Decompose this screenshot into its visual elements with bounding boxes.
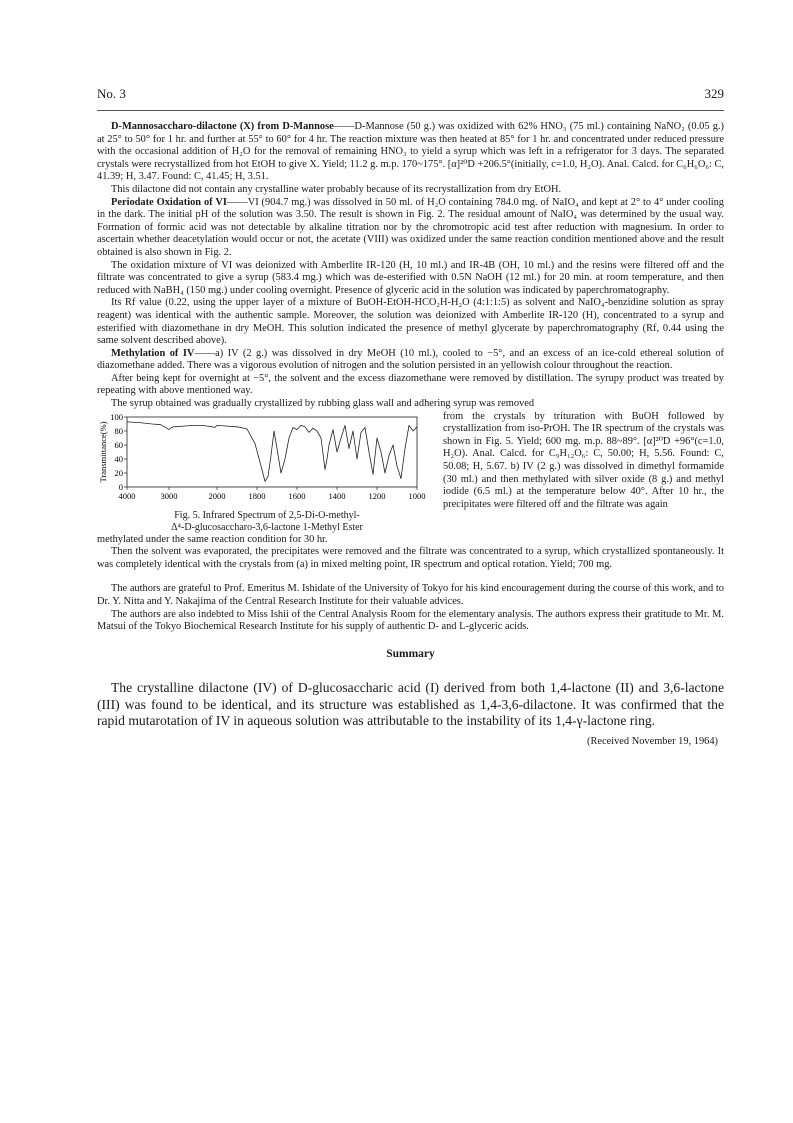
x-tick-label: 4000	[118, 490, 136, 501]
received-date: (Received November 19, 1964)	[587, 736, 718, 748]
x-tick-label: 1400	[328, 490, 346, 501]
page-number: 329	[704, 86, 724, 101]
y-tick-label: 80	[114, 425, 123, 436]
x-tick-label: 2000	[208, 490, 226, 501]
acknowledgement-2: The authors are also indebted to Miss Ishii of the Central Analysis Room for the elementary analysis. The authors express their gratitude to Mr. M. Matsui of the Tokyo Biochemical Research Institute for his supply of authentic D- and L-glyceric acids.	[97, 608, 724, 633]
x-ticks	[119, 487, 426, 501]
figure-row	[97, 411, 724, 534]
ir-spectrum-figure	[97, 411, 437, 534]
paragraph-syrup: The syrup obtained was gradually crystallized by rubbing glass wall and adhering syrup was removed	[111, 398, 535, 410]
spectrum-line	[127, 422, 417, 482]
plot-frame	[127, 417, 417, 487]
paragraph-methylated: methylated under the same reaction condition for 30 hr.	[97, 533, 328, 545]
paragraph-overnight: After being kept for overnight at −5°, the solvent and the excess diazomethane were removed by distillation. The syrupy product was treated by repeating with above mentioned way.	[97, 372, 724, 397]
y-tick-label: 20	[114, 467, 123, 478]
x-tick-label: 3000	[160, 490, 178, 501]
paragraph-dilactone-note: This dilactone did not contain any crystalline water probably because of its recrystallization from dry EtOH.	[111, 183, 562, 195]
paragraph-oxidation-mixture: The oxidation mixture of VI was deionized with Amberlite IR-120 (H, 10 ml.) and IR-4B (OH, 10 ml.) and the resins were filtered off and the filtrate was concentrated to give a syrup (583.4 mg.) which was de-esterified with 0.5N NaOH (12 ml.) for 20 min. at room temperature, and then reduced with NaBH₄ (150 mg.) under cooling overnight. Presence of glyceric acid in the solution was indicated by paperchromatography.	[97, 259, 724, 296]
header-rule	[97, 110, 724, 111]
paragraph-evaporated: Then the solvent was evaporated, the precipitates were removed and the filtrate was concentrated to a syrup, which crystallized spontaneously. It was completely identical with the crystals from (a) in mixed melting point, IR spectrum and optical rotation. Yield; 700 mg.	[97, 546, 724, 570]
figure-caption	[97, 510, 437, 534]
section-heading: Periodate Oxidation of VI	[111, 196, 227, 208]
y-axis-label-group	[98, 421, 108, 482]
section-heading: Methylation of IV	[111, 347, 195, 359]
x-tick-label: 1800	[248, 490, 266, 501]
x-tick-label: 1000	[408, 490, 426, 501]
spectrum-series	[127, 422, 417, 482]
paragraph-methylation	[97, 348, 724, 373]
x-tick-label: 1200	[368, 490, 386, 501]
paragraph-rf-value: Its Rf value (0.22, using the upper layer of a mixture of BuOH-EtOH-HCO₂H-H₂O (4:1:1:5) as solvent and NaIO₄-benzidine solution as spray reagent) was identical with the authentic sample. Moreover, the solution was deionized with Amberlite IR-120 (H), concentrated to a syrup and esterified with diazomethane in dry MeOH. This solution indicated the presence of methyl glycerate by paperchromatography (Rf, 0.44 using the same solvent described above).	[97, 297, 724, 347]
paragraph-crystals-side: from the crystals by trituration with BuOH followed by crystallization from iso-PrOH. The IR spectrum of the crystals was shown in Fig. 5. Yield; 600 mg. m.p. 88~89°. [α]²⁰D +96°(c=1.0, H₂O). Anal. Calcd. for C₉H₁₂O₆: C, 50.00; H, 5.56. Found: C, 50.08; H, 5.67. b) IV (2 g.) was dissolved in dimethyl formamide (30 ml.) and then methylated with silver oxide (8 g.) and methyl iodide (6.5 ml.) at the temperature below 40°. After 10 hr., the precipitates were filtered off and the filtrate was again	[443, 410, 724, 510]
summary-text: The crystalline dilactone (IV) of D-glucosaccharic acid (I) derived from both 1,4-lactone (II) and 3,6-lactone (III) was found to be identical, and its structure was established as 1,4-3,6-dilactone. It was confirmed that the rapid mutarotation of IV in aqueous solution was attributable to the instability of its 1,4-γ-lactone ring.	[97, 679, 724, 729]
acknowledgement-1: The authors are grateful to Prof. Emeritus M. Ishidate of the University of Tokyo for his kind encouragement during the course of this work, and to Dr. Y. Nitta and Y. Nakajima of the Central Research Institute for their valuable advices.	[97, 583, 724, 608]
paragraph-mannosaccharo	[97, 121, 724, 184]
y-axis-label: Transmittance(%)	[98, 421, 108, 483]
y-ticks	[110, 412, 127, 492]
ir-spectrum-chart	[97, 411, 437, 503]
paragraph-text: ——a) IV (2 g.) was dissolved in dry MeOH (10 ml.), cooled to −5°, and an excess of an ice-cold ethereal solution of diazomethane added. There was a vigorous evolution of nitrogen and the solution persisted in an yellowish colour throughout the reaction.	[97, 347, 725, 372]
section-heading: D-Mannosaccharo-dilactone (X) from D-Mannose	[111, 121, 334, 132]
x-tick-label: 1600	[288, 490, 306, 501]
summary-title: Summary	[386, 647, 435, 660]
page-header	[97, 86, 724, 102]
paragraph-periodate	[97, 197, 724, 260]
chart-axes	[127, 417, 417, 487]
journal-issue: No. 3	[97, 86, 126, 101]
y-tick-label: 40	[114, 453, 123, 464]
spacer	[97, 571, 724, 583]
caption-line-1: Fig. 5. Infrared Spectrum of 2,5-Di-O-methyl-	[174, 509, 360, 521]
paragraph-text: ——VI (904.7 mg.) was dissolved in 50 ml. of H₂O containing 784.0 mg. of NaIO₄ and kept at 2° to 4° under cooling in the dark. The initial pH of the solution was 3.50. The result is shown in Fig. 2. The residual amount of NaIO₄ was determined by the usual way. Formation of formic acid was not detectable by alkaline titration nor by the chromotropic acid test after reduction with magnesium. In order to ascertain whether deacetylation would occur or not, the acetate (VIII) was oxidized under the same reaction condition mentioned above and the result obtained is also shown in Fig. 2.	[97, 196, 725, 258]
y-tick-label: 60	[114, 439, 123, 450]
y-tick-label: 100	[110, 411, 123, 422]
caption-line-2: Δ⁴-D-glucosaccharo-3,6-lactone 1-Methyl Ester	[171, 521, 363, 533]
page	[97, 86, 724, 747]
paragraph-text: ——D-Mannose (50 g.) was oxidized with 62% HNO₃ (75 ml.) containing NaNO₂ (0.05 g.) at 25° to 50° for 1 hr. and further at 55° to 60° for 4 hr. The reaction mixture was then heated at 85° for 1 hr. and concentrated under reduced pressure with the occasional addition of H₂O for the removal of remaining HNO₃ to yield a syrup which was left in a refrigerator for 3 days. The separated crystals were recrystallized from hot EtOH to give X. Yield; 11.2 g. m.p. 170~175°. [α]²⁰D +206.5°(initially, c=1.0, H₂O). Anal. Calcd. for C₆H₆O₆: C, 41.39; H, 3.47. Found: C, 41.45; H, 3.51.	[97, 121, 725, 183]
y-tick-label: 0	[118, 481, 123, 492]
